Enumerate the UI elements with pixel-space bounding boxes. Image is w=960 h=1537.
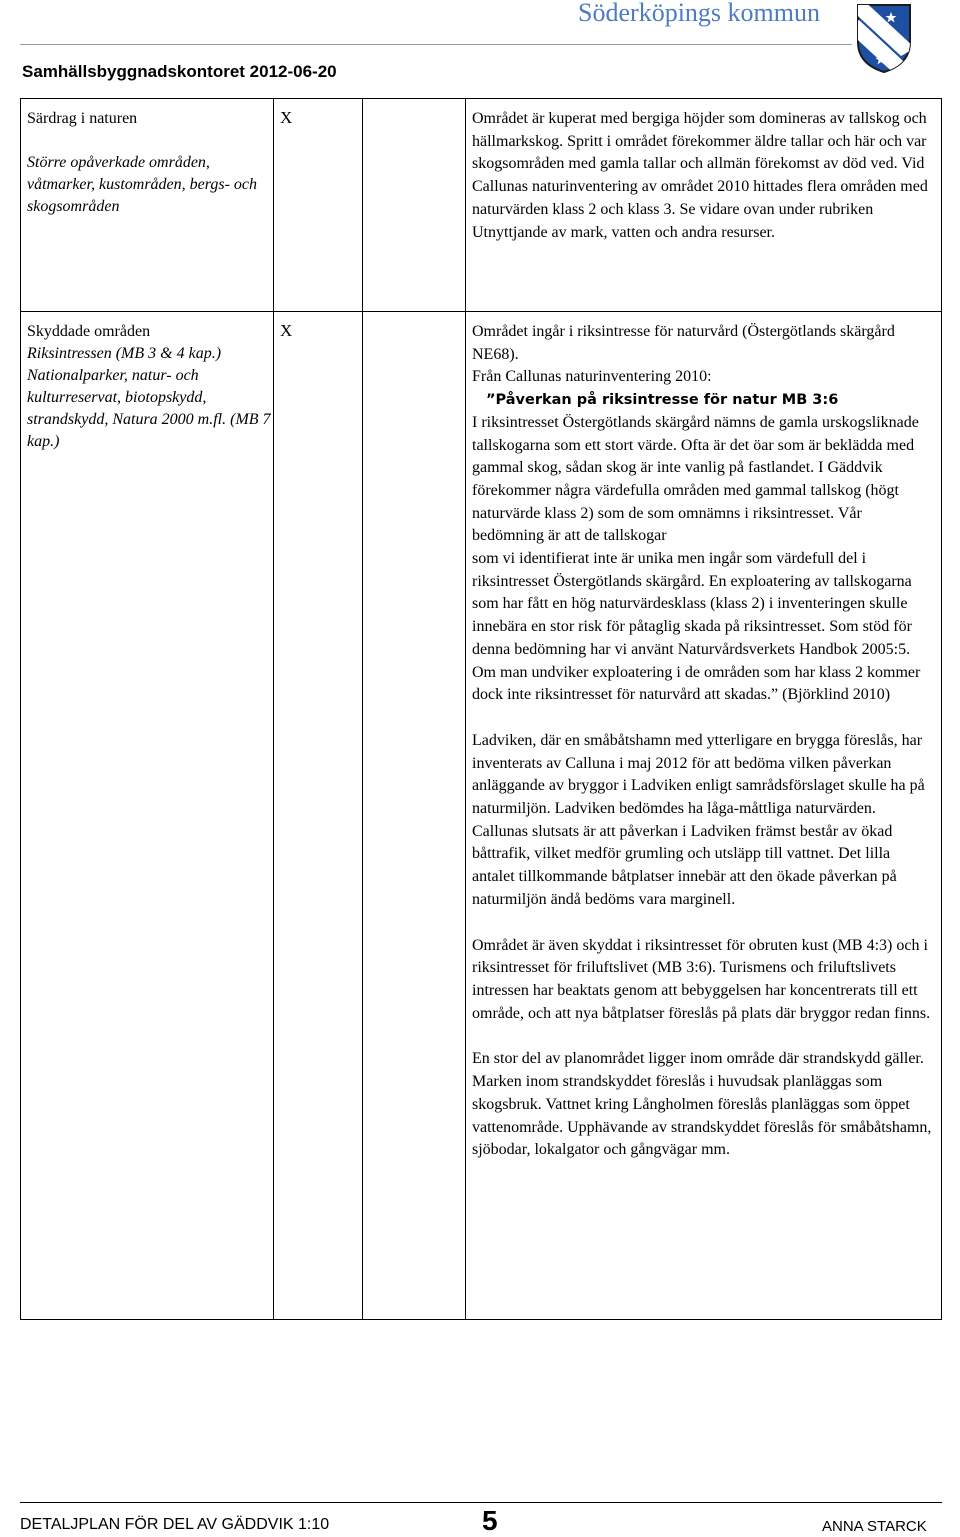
category-detail-2: Nationalparker, natur- och kulturreservat, biotopskydd, strandskydd, Natura 2000 m.fl. (MB 7 kap.) bbox=[27, 367, 271, 450]
mark-cell bbox=[274, 312, 363, 1320]
footer-author: ANNA STARCK bbox=[822, 1518, 927, 1535]
quote-paragraph: I riksintresset Östergötlands skärgård nämns de gamla urskogsliknade tallskogarna som ett stort värde. Ofta är det öar som är beklädda med gammal skog, sådan skog är inte vanlig på fastlandet. I Gäddvik förekommer några värdefulla områden med gammal tallskog (högt naturvärde klass 2) som de som omnämns i riksintresset. Vår bedömning är att de tallskogar bbox=[472, 413, 919, 545]
quote-paragraph-continued: som vi identifierat inte är unika men ingår som värdefull del i riksintresset Östergötlands skärgård. En exploatering av tallskogarna som har fått en hög naturvärdesklass (klass 2) i inventeringen skulle innebära en stor risk för påtaglig skada på riksintresset. Som stöd för denna bedömning har vi använt Naturvårdsverkets Handbok 2005:5. Om man undviker exploatering i de områden som har klass 2 kommer dock inte riksintresset för naturvård att skadas.” (Björklind 2010) bbox=[472, 550, 921, 704]
municipality-name: Söderköpings kommun bbox=[578, 0, 820, 27]
mark-x: X bbox=[280, 321, 293, 340]
description-cell bbox=[466, 99, 942, 312]
category-detail: Riksintressen (MB 3 & 4 kap.) bbox=[27, 345, 222, 362]
page-number: 5 bbox=[482, 1505, 498, 1536]
footer-divider bbox=[20, 1502, 942, 1503]
quote-subheading: ”Påverkan på riksintresse för natur MB 3:6 bbox=[486, 392, 839, 409]
description-intro: Området ingår i riksintresse för naturvård (Östergötlands skärgård NE68). bbox=[472, 323, 895, 363]
category-cell bbox=[21, 312, 274, 1320]
environment-assessment-table bbox=[20, 98, 942, 1320]
description-paragraph: Området är kuperat med bergiga höjder som domineras av tallskog och hällmarkskog. Spritt i området förekommer äldre tallar och här och var skogsområden med gamla tallar och allmän förekomst av död ved. Vid Callunas naturinventering av området 2010 hittades flera områden med naturvärden klass 2 och klass 3. Se vidare ovan under rubriken Utnyttjande av mark, vatten och andra resurser. bbox=[472, 110, 928, 241]
category-detail: Större opåverkade områden, våtmarker, kustområden, bergs- och skogsområden bbox=[27, 154, 258, 215]
table-row bbox=[21, 99, 942, 312]
source-line: Från Callunas naturinventering 2010: bbox=[472, 368, 712, 386]
table-row bbox=[21, 312, 942, 1320]
description-paragraph: Ladviken, där en småbåtshamn med ytterligare en brygga föreslås, har inventerats av Calluna i maj 2012 för att bedöma vilken påverkan anläggande av bryggor i Ladviken enligt samrådsförslaget skulle ha på naturmiljön. Ladviken bedömdes ha låga-måttliga naturvärden. Callunas slutsats är att påverkan i Ladviken främst består av ökad båttrafik, vilket medför grumling och utsläpp till vattnet. Det lilla antalet tillkommande båtplatser innebär att den ökade påverkan på naturmiljön ändå bedöms vara marginell. bbox=[472, 731, 925, 908]
header-divider bbox=[20, 44, 852, 45]
description-cell bbox=[466, 312, 942, 1320]
category-cell bbox=[21, 99, 274, 312]
description-paragraph: En stor del av planområdet ligger inom område där strandskydd gäller. Marken inom strandskyddet föreslås i huvudsak planläggas som skogsbruk. Vattnet kring Långholmen föreslås planläggas som öppet vattenområde. Upphävande av strandskyddet föreslås för småbåtshamn, sjöbodar, lokalgator och gångvägar mm. bbox=[472, 1050, 932, 1159]
footer-plan-title: DETALJPLAN FÖR DEL AV GÄDDVIK 1:10 bbox=[20, 1516, 330, 1533]
description-paragraph: Området är även skyddat i riksintresset för obruten kust (MB 4:3) och i riksintresset för friluftslivet (MB 3:6). Turismens och friluftslivets intressen har beaktats genom att bebyggelsen har koncentrerats till ett område, och att nya båtplatser föreslås på plats där bryggor redan finns. bbox=[472, 936, 931, 1022]
category-title: Skyddade områden bbox=[27, 323, 151, 340]
empty-cell bbox=[363, 99, 466, 312]
empty-cell bbox=[363, 312, 466, 1320]
office-and-date: Samhällsbyggnadskontoret 2012-06-20 bbox=[22, 62, 337, 81]
coat-of-arms-icon bbox=[855, 2, 913, 74]
mark-x: X bbox=[280, 108, 293, 127]
category-title: Särdrag i naturen bbox=[27, 110, 138, 127]
mark-cell bbox=[274, 99, 363, 312]
